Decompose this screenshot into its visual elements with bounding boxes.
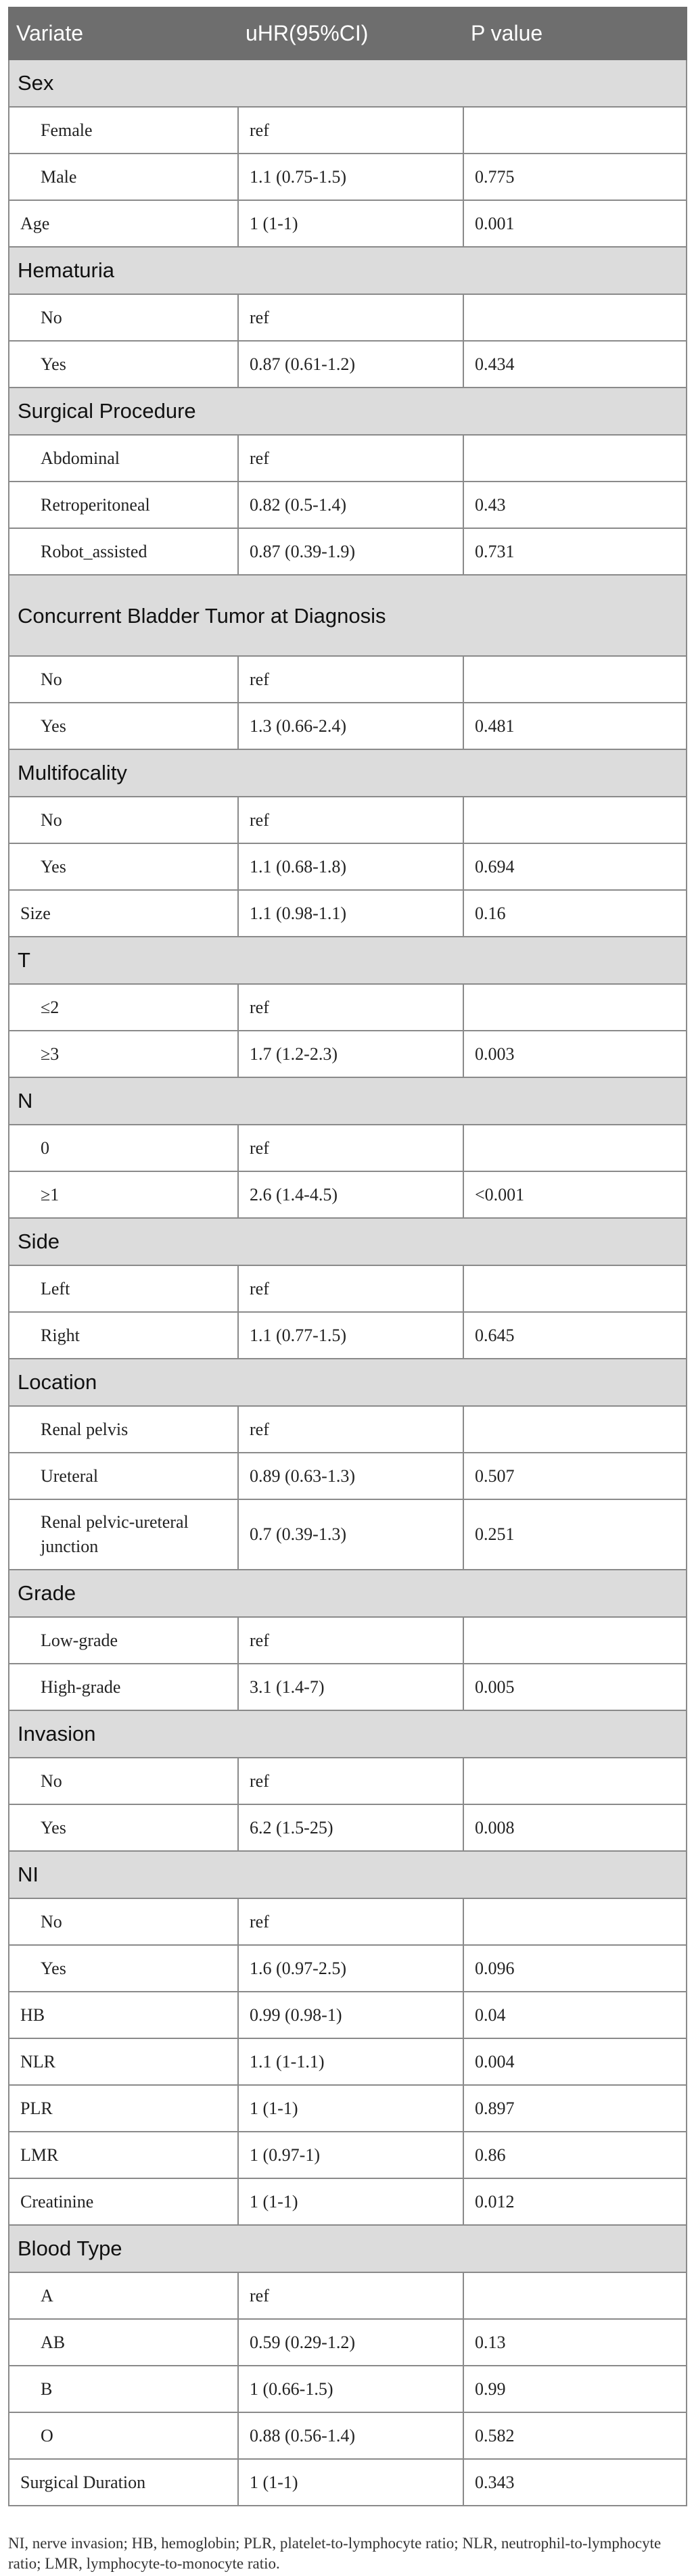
p-value-cell bbox=[463, 1125, 687, 1171]
p-value-cell: 0.897 bbox=[463, 2085, 687, 2132]
uhr-cell: ref bbox=[238, 656, 463, 703]
p-value-cell bbox=[463, 435, 687, 482]
p-value-cell bbox=[463, 1758, 687, 1804]
p-value-cell: 0.43 bbox=[463, 482, 687, 528]
variate-cell: LMR bbox=[9, 2132, 238, 2178]
group-header-row bbox=[9, 247, 687, 294]
p-value-cell: 0.694 bbox=[463, 843, 687, 890]
variate-cell: Surgical Duration bbox=[9, 2459, 238, 2506]
group-header-row bbox=[9, 1570, 687, 1617]
variable-row bbox=[9, 200, 687, 247]
uhr-cell: 1 (0.97-1) bbox=[238, 2132, 463, 2178]
p-value-cell bbox=[463, 656, 687, 703]
variate-cell: Ureteral bbox=[9, 1453, 238, 1499]
subcategory-row bbox=[9, 1898, 687, 1945]
subcategory-row bbox=[9, 528, 687, 575]
group-header-row bbox=[9, 1851, 687, 1898]
subcategory-row bbox=[9, 1406, 687, 1453]
uhr-cell: 0.82 (0.5-1.4) bbox=[238, 482, 463, 528]
group-header-row bbox=[9, 1218, 687, 1265]
uhr-cell: ref bbox=[238, 435, 463, 482]
p-value-cell: 0.005 bbox=[463, 1664, 687, 1710]
variable-row bbox=[9, 2038, 687, 2085]
variate-cell: Renal pelvis bbox=[9, 1406, 238, 1453]
variate-cell: Yes bbox=[9, 843, 238, 890]
subcategory-row bbox=[9, 1758, 687, 1804]
p-value-cell: 0.003 bbox=[463, 1031, 687, 1077]
uhr-cell: 6.2 (1.5-25) bbox=[238, 1804, 463, 1851]
uhr-cell: 0.87 (0.39-1.9) bbox=[238, 528, 463, 575]
uhr-cell: 1.1 (0.98-1.1) bbox=[238, 890, 463, 937]
uhr-cell: 0.88 (0.56-1.4) bbox=[238, 2412, 463, 2459]
variate-cell: B bbox=[9, 2366, 238, 2412]
variate-cell: 0 bbox=[9, 1125, 238, 1171]
subcategory-row bbox=[9, 1945, 687, 1992]
uhr-cell: 1 (1-1) bbox=[238, 200, 463, 247]
group-label: Blood Type bbox=[9, 2225, 687, 2272]
p-value-cell: 0.481 bbox=[463, 703, 687, 749]
subcategory-row bbox=[9, 1265, 687, 1312]
uhr-cell: ref bbox=[238, 1617, 463, 1664]
variable-row bbox=[9, 1992, 687, 2038]
variate-cell: ≥1 bbox=[9, 1171, 238, 1218]
p-value-cell: 0.251 bbox=[463, 1499, 687, 1570]
uhr-cell: 1 (1-1) bbox=[238, 2459, 463, 2506]
uhr-cell: 0.7 (0.39-1.3) bbox=[238, 1499, 463, 1570]
header-p-value: P value bbox=[463, 7, 687, 60]
group-label: Surgical Procedure bbox=[9, 388, 687, 435]
variate-cell: No bbox=[9, 1758, 238, 1804]
p-value-cell: 0.004 bbox=[463, 2038, 687, 2085]
p-value-cell: 0.582 bbox=[463, 2412, 687, 2459]
p-value-cell: 0.096 bbox=[463, 1945, 687, 1992]
uhr-cell: 1 (0.66-1.5) bbox=[238, 2366, 463, 2412]
uhr-cell: 1.1 (0.75-1.5) bbox=[238, 154, 463, 200]
p-value-cell bbox=[463, 1898, 687, 1945]
p-value-cell: 0.507 bbox=[463, 1453, 687, 1499]
subcategory-row bbox=[9, 843, 687, 890]
variable-row bbox=[9, 2459, 687, 2506]
group-header-row bbox=[9, 575, 687, 656]
p-value-cell bbox=[463, 294, 687, 341]
subcategory-row bbox=[9, 107, 687, 154]
uhr-cell: ref bbox=[238, 1898, 463, 1945]
subcategory-row bbox=[9, 1453, 687, 1499]
subcategory-row bbox=[9, 435, 687, 482]
subcategory-row bbox=[9, 1031, 687, 1077]
p-value-cell bbox=[463, 984, 687, 1031]
variate-cell: NLR bbox=[9, 2038, 238, 2085]
p-value-cell: 0.86 bbox=[463, 2132, 687, 2178]
variate-cell: Left bbox=[9, 1265, 238, 1312]
p-value-cell: <0.001 bbox=[463, 1171, 687, 1218]
uhr-cell: 3.1 (1.4-7) bbox=[238, 1664, 463, 1710]
group-header-row bbox=[9, 1077, 687, 1125]
subcategory-row bbox=[9, 1499, 687, 1570]
uhr-cell: ref bbox=[238, 1406, 463, 1453]
uhr-cell: 0.99 (0.98-1) bbox=[238, 1992, 463, 2038]
uhr-cell: ref bbox=[238, 294, 463, 341]
variate-cell: Age bbox=[9, 200, 238, 247]
variable-row bbox=[9, 2178, 687, 2225]
variate-cell: Size bbox=[9, 890, 238, 937]
variate-cell: Renal pelvic-ureteral junction bbox=[9, 1499, 238, 1570]
variable-row bbox=[9, 2132, 687, 2178]
group-label: Hematuria bbox=[9, 247, 687, 294]
variate-cell: No bbox=[9, 797, 238, 843]
variate-cell: AB bbox=[9, 2319, 238, 2366]
subcategory-row bbox=[9, 2366, 687, 2412]
variate-cell: Yes bbox=[9, 1804, 238, 1851]
uhr-cell: ref bbox=[238, 2272, 463, 2319]
variate-cell: Abdominal bbox=[9, 435, 238, 482]
variate-cell: Yes bbox=[9, 703, 238, 749]
variate-cell: No bbox=[9, 294, 238, 341]
variate-cell: ≥3 bbox=[9, 1031, 238, 1077]
variate-cell: Female bbox=[9, 107, 238, 154]
p-value-cell: 0.13 bbox=[463, 2319, 687, 2366]
group-header-row bbox=[9, 388, 687, 435]
p-value-cell: 0.16 bbox=[463, 890, 687, 937]
group-label: T bbox=[9, 937, 687, 984]
group-label: Grade bbox=[9, 1570, 687, 1617]
group-label: Concurrent Bladder Tumor at Diagnosis bbox=[9, 575, 687, 656]
variate-cell: Yes bbox=[9, 1945, 238, 1992]
uhr-cell: 0.87 (0.61-1.2) bbox=[238, 341, 463, 388]
variable-row bbox=[9, 2085, 687, 2132]
p-value-cell bbox=[463, 2272, 687, 2319]
p-value-cell bbox=[463, 1617, 687, 1664]
subcategory-row bbox=[9, 1125, 687, 1171]
subcategory-row bbox=[9, 2319, 687, 2366]
p-value-cell: 0.04 bbox=[463, 1992, 687, 2038]
uhr-cell: ref bbox=[238, 1758, 463, 1804]
variable-row bbox=[9, 890, 687, 937]
group-label: Side bbox=[9, 1218, 687, 1265]
group-label: Location bbox=[9, 1359, 687, 1406]
p-value-cell: 0.645 bbox=[463, 1312, 687, 1359]
subcategory-row bbox=[9, 1171, 687, 1218]
uhr-cell: ref bbox=[238, 797, 463, 843]
group-header-row bbox=[9, 1710, 687, 1758]
header-uhr: uHR(95%CI) bbox=[238, 7, 463, 60]
subcategory-row bbox=[9, 1804, 687, 1851]
subcategory-row bbox=[9, 341, 687, 388]
subcategory-row bbox=[9, 482, 687, 528]
group-header-row bbox=[9, 1359, 687, 1406]
variate-cell: Robot_assisted bbox=[9, 528, 238, 575]
variate-cell: A bbox=[9, 2272, 238, 2319]
table-body bbox=[9, 60, 687, 2506]
group-header-row bbox=[9, 937, 687, 984]
subcategory-row bbox=[9, 1664, 687, 1710]
variate-cell: Right bbox=[9, 1312, 238, 1359]
uhr-cell: 0.89 (0.63-1.3) bbox=[238, 1453, 463, 1499]
p-value-cell bbox=[463, 797, 687, 843]
uhr-cell: 1.1 (1-1.1) bbox=[238, 2038, 463, 2085]
variate-cell: HB bbox=[9, 1992, 238, 2038]
subcategory-row bbox=[9, 656, 687, 703]
group-header-row bbox=[9, 749, 687, 797]
subcategory-row bbox=[9, 797, 687, 843]
uhr-cell: 2.6 (1.4-4.5) bbox=[238, 1171, 463, 1218]
uhr-cell: 1.3 (0.66-2.4) bbox=[238, 703, 463, 749]
p-value-cell: 0.731 bbox=[463, 528, 687, 575]
variate-cell: O bbox=[9, 2412, 238, 2459]
uhr-cell: ref bbox=[238, 107, 463, 154]
group-label: NI bbox=[9, 1851, 687, 1898]
p-value-cell: 0.99 bbox=[463, 2366, 687, 2412]
uhr-cell: 1.1 (0.77-1.5) bbox=[238, 1312, 463, 1359]
variate-cell: Creatinine bbox=[9, 2178, 238, 2225]
header-variate: Variate bbox=[9, 7, 238, 60]
variate-cell: Retroperitoneal bbox=[9, 482, 238, 528]
variate-cell: No bbox=[9, 656, 238, 703]
p-value-cell: 0.001 bbox=[463, 200, 687, 247]
p-value-cell: 0.343 bbox=[463, 2459, 687, 2506]
uhr-cell: 1 (1-1) bbox=[238, 2178, 463, 2225]
p-value-cell bbox=[463, 1406, 687, 1453]
p-value-cell: 0.434 bbox=[463, 341, 687, 388]
group-label: Invasion bbox=[9, 1710, 687, 1758]
group-label: N bbox=[9, 1077, 687, 1125]
variate-cell: Yes bbox=[9, 341, 238, 388]
table-container bbox=[8, 7, 686, 2506]
subcategory-row bbox=[9, 2272, 687, 2319]
uhr-cell: 1.7 (1.2-2.3) bbox=[238, 1031, 463, 1077]
variate-cell: Low-grade bbox=[9, 1617, 238, 1664]
table-header-row bbox=[9, 7, 687, 60]
subcategory-row bbox=[9, 1617, 687, 1664]
variate-cell: High-grade bbox=[9, 1664, 238, 1710]
variate-cell: PLR bbox=[9, 2085, 238, 2132]
uhr-cell: 1.6 (0.97-2.5) bbox=[238, 1945, 463, 1992]
uhr-cell: 1 (1-1) bbox=[238, 2085, 463, 2132]
uhr-cell: 0.59 (0.29-1.2) bbox=[238, 2319, 463, 2366]
subcategory-row bbox=[9, 1312, 687, 1359]
group-header-row bbox=[9, 60, 687, 107]
variate-cell: ≤2 bbox=[9, 984, 238, 1031]
subcategory-row bbox=[9, 2412, 687, 2459]
subcategory-row bbox=[9, 294, 687, 341]
group-label: Sex bbox=[9, 60, 687, 107]
uhr-cell: ref bbox=[238, 984, 463, 1031]
group-header-row bbox=[9, 2225, 687, 2272]
variate-cell: Male bbox=[9, 154, 238, 200]
variate-cell: No bbox=[9, 1898, 238, 1945]
uhr-cell: ref bbox=[238, 1265, 463, 1312]
subcategory-row bbox=[9, 703, 687, 749]
p-value-cell bbox=[463, 1265, 687, 1312]
subcategory-row bbox=[9, 154, 687, 200]
subcategory-row bbox=[9, 984, 687, 1031]
uhr-cell: 1.1 (0.68-1.8) bbox=[238, 843, 463, 890]
p-value-cell: 0.012 bbox=[463, 2178, 687, 2225]
p-value-cell: 0.008 bbox=[463, 1804, 687, 1851]
p-value-cell: 0.775 bbox=[463, 154, 687, 200]
uhr-cell: ref bbox=[238, 1125, 463, 1171]
p-value-cell bbox=[463, 107, 687, 154]
hazard-ratio-table bbox=[8, 7, 687, 2506]
table-footnote: NI, nerve invasion; HB, hemoglobin; PLR, platelet-to-lymphocyte ratio; NLR, neutrophil-to-lymphocyte ratio; LMR, lymphocyte-to-monocyte ratio. bbox=[8, 2535, 662, 2572]
group-label: Multifocality bbox=[9, 749, 687, 797]
